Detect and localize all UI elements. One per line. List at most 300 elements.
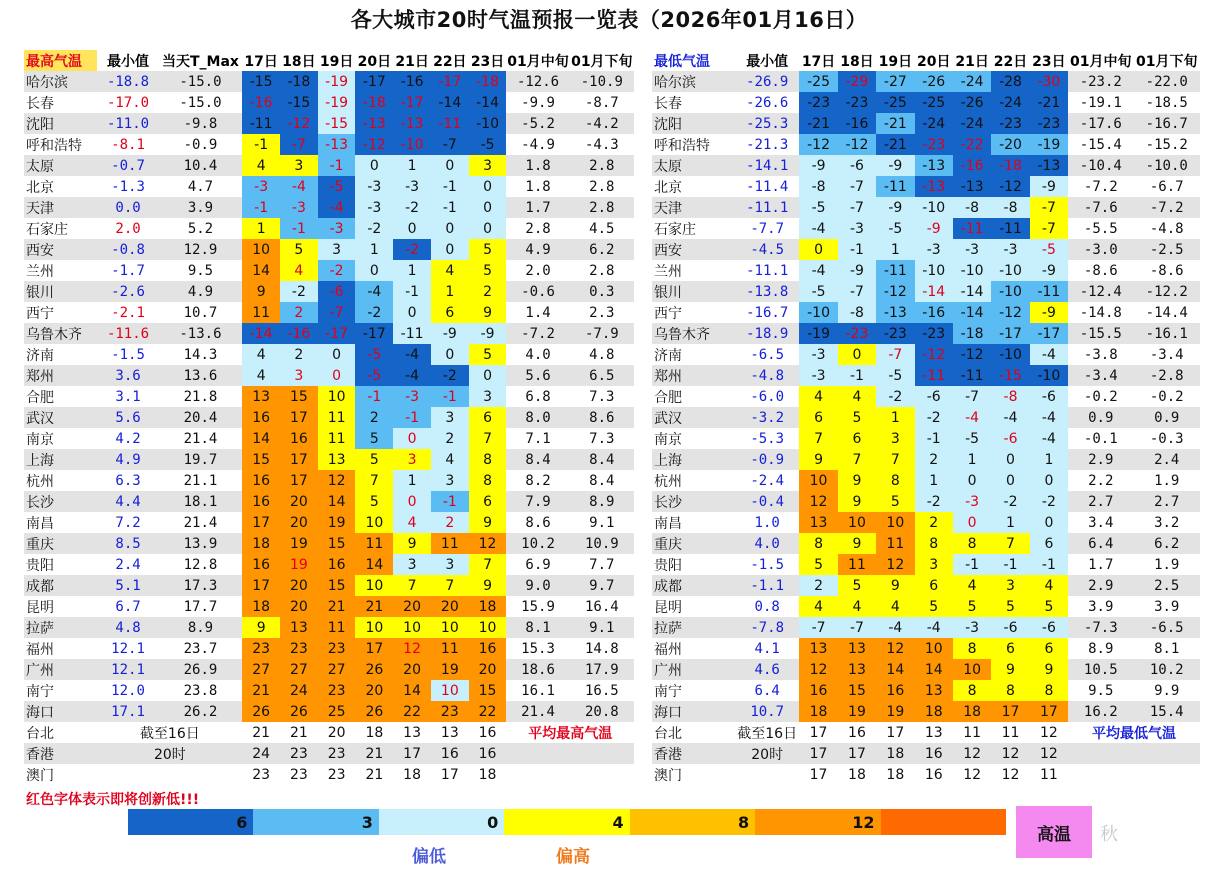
table-row	[24, 71, 634, 92]
forecast-cell: -10	[991, 281, 1029, 302]
today-max-value: 21.4	[159, 428, 243, 449]
forecast-cell: 6	[838, 428, 876, 449]
forecast-cell: 23	[280, 764, 318, 785]
today-max-value: 4.9	[159, 281, 243, 302]
min-value: -1.7	[97, 260, 158, 281]
header-cell: 19日	[876, 50, 914, 71]
forecast-cell: 23	[280, 638, 318, 659]
forecast-cell: -18	[953, 323, 991, 344]
forecast-cell: -2	[280, 281, 318, 302]
table-row	[652, 113, 1200, 134]
forecast-cell: 23	[280, 743, 318, 764]
min-value: -16.7	[735, 302, 799, 323]
min-value: 6.7	[97, 596, 158, 617]
forecast-cell: -10	[799, 302, 837, 323]
average-note	[1068, 764, 1200, 785]
mid-month-value: 3.9	[1068, 596, 1133, 617]
forecast-cell: 13	[799, 638, 837, 659]
page-title: 各大城市20时气温预报一览表（2026年01月16日）	[350, 8, 868, 32]
table-row	[652, 302, 1200, 323]
city-name: 哈尔滨	[652, 71, 735, 92]
min-value: -13.8	[735, 281, 799, 302]
forecast-cell: 23	[318, 680, 356, 701]
forecast-cell: 12	[1030, 722, 1068, 743]
late-month-value: 2.8	[570, 155, 634, 176]
forecast-cell: 3	[876, 428, 914, 449]
mid-month-value: 16.2	[1068, 701, 1133, 722]
forecast-cell: 10	[355, 617, 393, 638]
forecast-cell: -14	[953, 302, 991, 323]
forecast-cell: -18	[991, 155, 1029, 176]
today-max-value: 17.7	[159, 596, 243, 617]
late-month-value: -4.2	[570, 113, 634, 134]
late-month-value: -16.7	[1133, 113, 1200, 134]
forecast-cell: 16	[799, 680, 837, 701]
table-row	[24, 743, 634, 764]
forecast-cell: 16	[915, 764, 953, 785]
forecast-cell: -1	[953, 554, 991, 575]
forecast-cell: 7	[431, 575, 469, 596]
forecast-cell: 4	[431, 260, 469, 281]
forecast-cell: -1	[242, 197, 280, 218]
late-month-value: -8.6	[1133, 260, 1200, 281]
city-name: 呼和浩特	[652, 134, 735, 155]
forecast-cell: 23	[242, 638, 280, 659]
forecast-cell: 20	[355, 680, 393, 701]
mid-month-value: -7.6	[1068, 197, 1133, 218]
city-name: 重庆	[652, 533, 735, 554]
forecast-cell: -6	[991, 617, 1029, 638]
forecast-cell: -5	[318, 176, 356, 197]
forecast-cell: 1	[953, 449, 991, 470]
forecast-cell: -12	[280, 113, 318, 134]
forecast-cell: 0	[1030, 512, 1068, 533]
forecast-cell: -5	[799, 281, 837, 302]
city-name: 昆明	[652, 596, 735, 617]
city-name: 济南	[652, 344, 735, 365]
forecast-cell: -14	[469, 92, 507, 113]
forecast-cell: 12	[991, 764, 1029, 785]
today-max-value: 12.8	[159, 554, 243, 575]
forecast-cell: -21	[799, 113, 837, 134]
forecast-cell: -21	[876, 134, 914, 155]
forecast-cell: -3	[915, 239, 953, 260]
forecast-cell: -12	[838, 134, 876, 155]
city-name: 武汉	[652, 407, 735, 428]
table-row	[652, 71, 1200, 92]
forecast-cell: -5	[355, 344, 393, 365]
forecast-cell: -9	[1030, 176, 1068, 197]
forecast-cell: 1	[393, 155, 431, 176]
forecast-cell: 17	[838, 743, 876, 764]
mid-month-value: 1.8	[506, 155, 569, 176]
forecast-cell: 13	[799, 512, 837, 533]
min-value: 10.7	[735, 701, 799, 722]
city-name: 银川	[652, 281, 735, 302]
table-row	[652, 218, 1200, 239]
min-value: -1.1	[735, 575, 799, 596]
table-row	[24, 176, 634, 197]
min-value: -0.8	[97, 239, 158, 260]
forecast-cell: -25	[876, 92, 914, 113]
min-value: -25.3	[735, 113, 799, 134]
late-month-value: -18.5	[1133, 92, 1200, 113]
forecast-cell: -1	[393, 281, 431, 302]
mid-month-value: 1.8	[506, 176, 569, 197]
mid-month-value: -3.0	[1068, 239, 1133, 260]
forecast-cell: -7	[1030, 218, 1068, 239]
forecast-cell: -3	[991, 239, 1029, 260]
table-row	[652, 701, 1200, 722]
city-name: 沈阳	[652, 113, 735, 134]
forecast-cell: 16	[242, 470, 280, 491]
legend-segment: 6	[128, 809, 253, 835]
forecast-cell: -1	[318, 155, 356, 176]
average-note	[1068, 743, 1200, 764]
forecast-cell: -10	[991, 344, 1029, 365]
forecast-cell: -4	[318, 197, 356, 218]
forecast-cell: -17	[1030, 323, 1068, 344]
forecast-cell: -9	[1030, 302, 1068, 323]
forecast-cell: 3	[431, 407, 469, 428]
forecast-cell: 2	[915, 512, 953, 533]
extra-label: 20时	[735, 743, 799, 764]
forecast-cell: -3	[953, 239, 991, 260]
city-name: 合肥	[24, 386, 97, 407]
city-name: 西安	[652, 239, 735, 260]
header-cell: 01月下旬	[1133, 50, 1200, 71]
late-month-value: -0.2	[1133, 386, 1200, 407]
forecast-cell: -16	[280, 323, 318, 344]
city-name: 郑州	[24, 365, 97, 386]
table-row	[24, 512, 634, 533]
forecast-cell: -1	[393, 407, 431, 428]
header-cell: 22日	[431, 50, 469, 71]
forecast-cell: -2	[915, 407, 953, 428]
forecast-cell: 5	[280, 239, 318, 260]
forecast-cell: 15	[318, 575, 356, 596]
forecast-cell: 5	[838, 407, 876, 428]
mid-month-value: -7.2	[1068, 176, 1133, 197]
late-month-value: 16.4	[570, 596, 634, 617]
forecast-cell: 6	[991, 638, 1029, 659]
mid-month-value: 16.1	[506, 680, 569, 701]
min-value: -4.8	[735, 365, 799, 386]
table-row	[24, 680, 634, 701]
forecast-cell: 0	[318, 344, 356, 365]
min-value: -2.4	[735, 470, 799, 491]
forecast-cell: -6	[838, 155, 876, 176]
city-name: 福州	[24, 638, 97, 659]
forecast-cell: 18	[242, 533, 280, 554]
mid-month-value: 4.9	[506, 239, 569, 260]
forecast-cell: -5	[876, 365, 914, 386]
forecast-cell: 3	[393, 554, 431, 575]
forecast-cell: -25	[799, 71, 837, 92]
forecast-cell: -16	[242, 92, 280, 113]
forecast-cell: 27	[280, 659, 318, 680]
min-value: -1.5	[735, 554, 799, 575]
city-name: 合肥	[652, 386, 735, 407]
forecast-cell: 1	[876, 407, 914, 428]
forecast-cell: -23	[876, 323, 914, 344]
forecast-cell: 5	[355, 428, 393, 449]
forecast-cell: 13	[280, 617, 318, 638]
forecast-cell: 22	[469, 701, 507, 722]
forecast-cell: -1	[431, 197, 469, 218]
today-max-value: 4.7	[159, 176, 243, 197]
min-value: -11.4	[735, 176, 799, 197]
forecast-cell: -11	[431, 113, 469, 134]
forecast-cell: -14	[915, 281, 953, 302]
mid-month-value: -15.4	[1068, 134, 1133, 155]
late-month-value: 8.9	[570, 491, 634, 512]
forecast-cell: 14	[318, 491, 356, 512]
city-name: 昆明	[24, 596, 97, 617]
forecast-cell: -1	[915, 428, 953, 449]
today-max-value: 5.2	[159, 218, 243, 239]
forecast-cell: 21	[355, 596, 393, 617]
forecast-cell: 13	[242, 386, 280, 407]
table-row	[652, 470, 1200, 491]
forecast-cell: -6	[1030, 386, 1068, 407]
header-cell: 最低气温	[652, 50, 735, 71]
mid-month-value: 4.0	[506, 344, 569, 365]
forecast-cell: -8	[799, 176, 837, 197]
forecast-cell: 5	[991, 596, 1029, 617]
today-max-value: 17.3	[159, 575, 243, 596]
forecast-cell: 2	[799, 575, 837, 596]
forecast-cell: 7	[838, 449, 876, 470]
header-cell: 23日	[469, 50, 507, 71]
forecast-cell: -9	[469, 323, 507, 344]
forecast-cell: -5	[355, 365, 393, 386]
forecast-cell: 13	[915, 680, 953, 701]
forecast-cell: -17	[355, 323, 393, 344]
forecast-cell: -7	[280, 134, 318, 155]
mid-month-value: 10.5	[1068, 659, 1133, 680]
legend-segment: 12	[755, 809, 880, 835]
forecast-cell: 17	[242, 575, 280, 596]
forecast-cell: 6	[469, 407, 507, 428]
forecast-cell: 3	[393, 449, 431, 470]
forecast-cell: -18	[280, 71, 318, 92]
mid-month-value: -10.4	[1068, 155, 1133, 176]
city-name: 南宁	[652, 680, 735, 701]
today-max-value: -0.9	[159, 134, 243, 155]
late-month-value: -10.0	[1133, 155, 1200, 176]
table-row	[24, 722, 634, 743]
min-value: 2.4	[97, 554, 158, 575]
forecast-cell: -9	[431, 323, 469, 344]
city-name: 上海	[652, 449, 735, 470]
min-value: 4.1	[735, 638, 799, 659]
forecast-cell: -2	[915, 491, 953, 512]
table-row	[24, 407, 634, 428]
table-row	[24, 113, 634, 134]
extra-label: 截至16日	[735, 722, 799, 743]
forecast-cell: -12	[991, 302, 1029, 323]
city-name: 拉萨	[24, 617, 97, 638]
forecast-cell: -25	[915, 92, 953, 113]
table-row	[652, 722, 1200, 743]
min-value: 0.8	[735, 596, 799, 617]
forecast-cell: 9	[1030, 659, 1068, 680]
mid-month-value: -5.5	[1068, 218, 1133, 239]
table-row	[24, 596, 634, 617]
today-max-value: 10.4	[159, 155, 243, 176]
city-name: 济南	[24, 344, 97, 365]
forecast-cell: 21	[355, 764, 393, 785]
legend-high-label: 偏高	[556, 847, 590, 867]
city-name: 哈尔滨	[24, 71, 97, 92]
table-row	[24, 575, 634, 596]
mid-month-value: 6.9	[506, 554, 569, 575]
forecast-cell: 0	[991, 449, 1029, 470]
forecast-cell: -6	[318, 281, 356, 302]
table-row	[652, 260, 1200, 281]
mid-month-value: -5.2	[506, 113, 569, 134]
forecast-cell: -3	[838, 218, 876, 239]
forecast-cell: -10	[469, 113, 507, 134]
table-row	[24, 449, 634, 470]
forecast-cell: -6	[915, 386, 953, 407]
min-value: 0.0	[97, 197, 158, 218]
city-name: 杭州	[24, 470, 97, 491]
forecast-cell: -7	[838, 617, 876, 638]
mid-month-value: 15.3	[506, 638, 569, 659]
min-value: -7.8	[735, 617, 799, 638]
late-month-value: 8.6	[570, 407, 634, 428]
forecast-cell: -10	[915, 260, 953, 281]
forecast-cell: -1	[242, 134, 280, 155]
city-name: 海口	[24, 701, 97, 722]
forecast-cell: -7	[838, 281, 876, 302]
forecast-cell: 11	[355, 533, 393, 554]
min-value: -3.2	[735, 407, 799, 428]
forecast-cell: -19	[799, 323, 837, 344]
mid-month-value: -14.8	[1068, 302, 1133, 323]
forecast-cell: -5	[1030, 239, 1068, 260]
mid-month-value: -8.6	[1068, 260, 1133, 281]
mid-month-value: 15.9	[506, 596, 569, 617]
forecast-cell: 16	[242, 554, 280, 575]
forecast-cell: -16	[393, 71, 431, 92]
late-month-value: 8.4	[570, 449, 634, 470]
mid-month-value: -3.8	[1068, 344, 1133, 365]
forecast-cell: 17	[1030, 701, 1068, 722]
late-month-value: -6.5	[1133, 617, 1200, 638]
forecast-cell: -4	[1030, 428, 1068, 449]
table-row	[652, 239, 1200, 260]
min-value: 12.1	[97, 659, 158, 680]
forecast-cell: 0	[393, 491, 431, 512]
forecast-cell: 9	[393, 533, 431, 554]
mid-month-value: 8.6	[506, 512, 569, 533]
forecast-cell: 4	[876, 596, 914, 617]
forecast-cell: 21	[242, 722, 280, 743]
average-note: 平均最高气温	[506, 722, 634, 743]
late-month-value: 2.8	[570, 260, 634, 281]
city-name: 呼和浩特	[24, 134, 97, 155]
today-max-value: 19.7	[159, 449, 243, 470]
forecast-cell: -12	[953, 344, 991, 365]
late-month-value: 9.1	[570, 617, 634, 638]
forecast-cell: 23	[318, 764, 356, 785]
forecast-cell: -9	[915, 218, 953, 239]
table-row	[652, 197, 1200, 218]
city-name: 南昌	[24, 512, 97, 533]
forecast-cell: -12	[355, 134, 393, 155]
forecast-cell: -3	[318, 218, 356, 239]
forecast-cell: 18	[242, 596, 280, 617]
forecast-cell: -3	[393, 176, 431, 197]
city-name: 太原	[652, 155, 735, 176]
mid-month-value: -17.6	[1068, 113, 1133, 134]
forecast-cell: -11	[915, 365, 953, 386]
table-row	[652, 281, 1200, 302]
late-month-value: 9.7	[570, 575, 634, 596]
table-row	[24, 155, 634, 176]
table-row	[24, 344, 634, 365]
forecast-cell: -11	[953, 365, 991, 386]
forecast-cell: 17	[280, 407, 318, 428]
forecast-cell: -4	[915, 617, 953, 638]
forecast-cell: 9	[838, 491, 876, 512]
city-name: 成都	[24, 575, 97, 596]
city-name: 石家庄	[24, 218, 97, 239]
forecast-cell: -10	[915, 197, 953, 218]
forecast-cell: 12	[799, 659, 837, 680]
table-row	[652, 596, 1200, 617]
forecast-cell: -9	[838, 260, 876, 281]
city-name: 北京	[24, 176, 97, 197]
late-month-value: 8.4	[570, 470, 634, 491]
forecast-cell: -7	[1030, 197, 1068, 218]
min-value: -17.0	[97, 92, 158, 113]
forecast-cell: -17	[393, 92, 431, 113]
forecast-cell: 8	[1030, 680, 1068, 701]
forecast-cell: -4	[799, 218, 837, 239]
forecast-cell: 9	[838, 533, 876, 554]
city-name: 澳门	[652, 764, 735, 785]
forecast-cell: 6	[1030, 533, 1068, 554]
forecast-cell: 4	[953, 575, 991, 596]
forecast-cell: -14	[953, 281, 991, 302]
legend-segment: 3	[253, 809, 378, 835]
forecast-cell: -10	[953, 260, 991, 281]
forecast-cell: 21	[280, 722, 318, 743]
city-name: 拉萨	[652, 617, 735, 638]
min-value: -6.0	[735, 386, 799, 407]
forecast-cell: 9	[242, 617, 280, 638]
today-max-value: 18.1	[159, 491, 243, 512]
forecast-cell: 6	[469, 491, 507, 512]
forecast-cell: -6	[1030, 617, 1068, 638]
forecast-cell: 7	[991, 533, 1029, 554]
header-cell: 19日	[318, 50, 356, 71]
forecast-cell: 12	[991, 743, 1029, 764]
late-month-value: -2.8	[1133, 365, 1200, 386]
forecast-cell: -14	[431, 92, 469, 113]
forecast-cell: 0	[469, 218, 507, 239]
late-month-value: 2.8	[570, 197, 634, 218]
average-note: 平均最低气温	[1068, 722, 1200, 743]
forecast-cell: 3	[991, 575, 1029, 596]
forecast-cell: 0	[469, 176, 507, 197]
forecast-cell: -19	[1030, 134, 1068, 155]
forecast-cell: 23	[318, 638, 356, 659]
